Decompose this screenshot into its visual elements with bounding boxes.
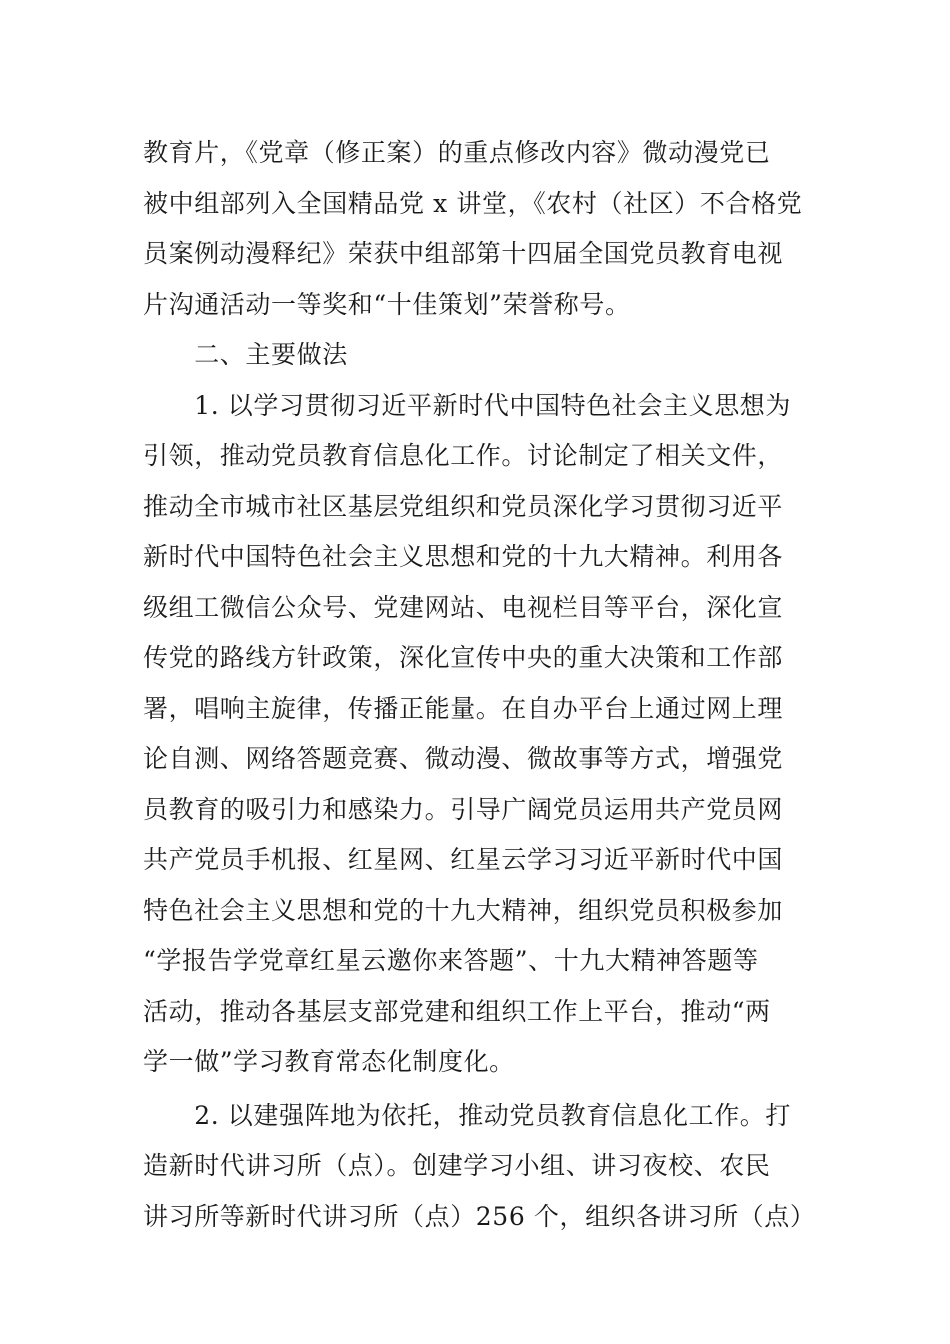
text-line: 论自测、网络答题竞赛、微动漫、微故事等方式，增强党 — [143, 744, 784, 773]
text-line: 活动，推动各基层支部党建和组织工作上平台，推动“两 — [143, 996, 771, 1026]
text-line: 学一做”学习教育常态化制度化。 — [143, 1047, 515, 1076]
text-line: 讲习所等新时代讲习所（点）256 个，组织各讲习所（点） — [143, 1201, 816, 1231]
text-line: 特色社会主义思想和党的十九大精神，组织党员积极参加 — [143, 895, 784, 925]
text-line: 署，唱响主旋律，传播正能量。在自办平台上通过网上理 — [143, 693, 784, 723]
text-line: 级组工微信公众号、党建网站、电视栏目等平台，深化宣 — [143, 592, 784, 622]
text-line: 造新时代讲习所（点）。创建学习小组、讲习夜校、农民 — [143, 1151, 771, 1180]
paragraph-start: 1. 以学习贯彻习近平新时代中国特色社会主义思想为 — [143, 390, 792, 420]
text-line: 新时代中国特色社会主义思想和党的十九大精神。利用各 — [143, 542, 784, 571]
paragraph-start: 2. 以建强阵地为依托，推动党员教育信息化工作。打 — [143, 1100, 792, 1130]
text-line: 员案例动漫释纪》荣获中组部第十四届全国党员教育电视 — [143, 239, 784, 268]
section-heading: 二、主要做法 — [143, 340, 348, 369]
text-line: 被中组部列入全国精品党 x 讲堂，《农村（社区）不合格党 — [143, 188, 803, 218]
text-line: 片沟通活动一等奖和“十佳策划”荣誉称号。 — [143, 289, 631, 319]
text-line: “学报告学党章红星云邀你来答题”、十九大精神答题等 — [143, 946, 759, 975]
document-body — [143, 128, 816, 1242]
text-line: 引领，推动党员教育信息化工作。讨论制定了相关文件， — [143, 441, 784, 470]
text-line: 传党的路线方针政策，深化宣传中央的重大决策和工作部 — [143, 643, 784, 672]
text-line: 共产党员手机报、红星网、红星云学习习近平新时代中国 — [143, 845, 784, 874]
text-line: 员教育的吸引力和感染力。引导广阔党员运用共产党员网 — [143, 794, 784, 824]
text-line: 推动全市城市社区基层党组织和党员深化学习贯彻习近平 — [143, 491, 784, 521]
text-line: 教育片，《党章（修正案）的重点修改内容》微动漫党已 — [143, 138, 771, 167]
